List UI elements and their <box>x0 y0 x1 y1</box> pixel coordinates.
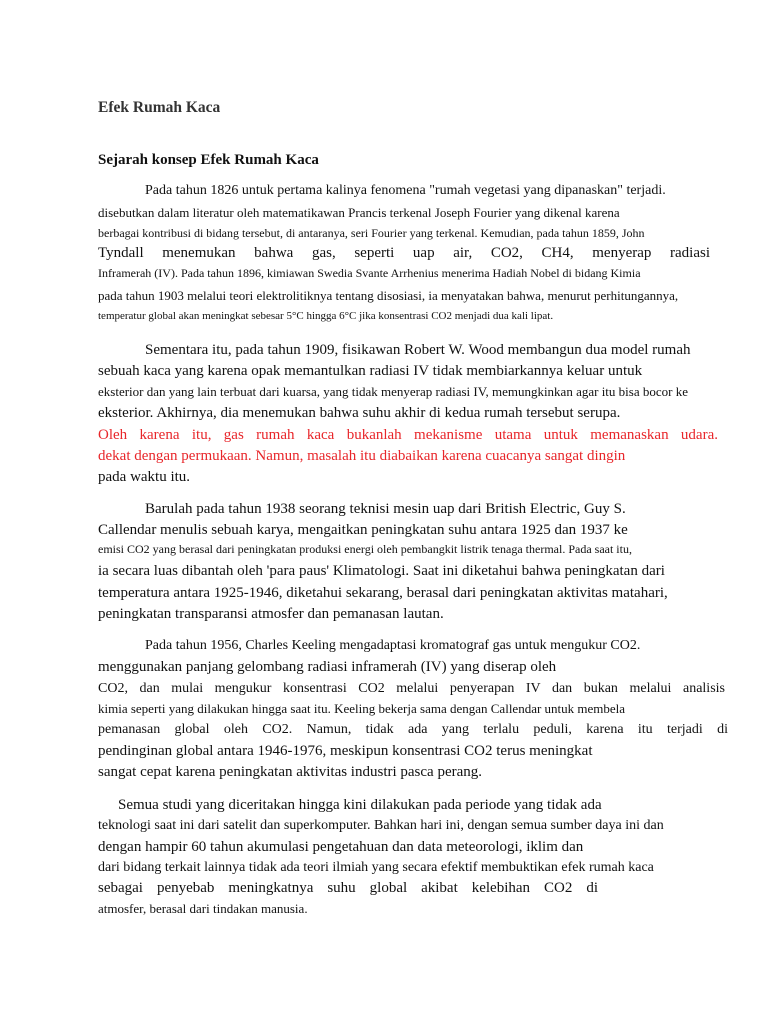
text-line: disebutkan dalam literatur oleh matematikawan Prancis terkenal Joseph Fourier yang dikenal karena <box>98 206 620 220</box>
text-line: CO2, dan mulai mengukur konsentrasi CO2 melalui penyerapan IV dan bukan melalui analisis <box>98 681 725 696</box>
text-line: temperatura antara 1925-1946, diketahui sekarang, berasal dari peningkatan aktivitas matahari, <box>98 585 668 601</box>
text-line: Barulah pada tahun 1938 seorang teknisi mesin uap dari British Electric, Guy S. <box>145 501 626 517</box>
text-line: dari bidang terkait lainnya tidak ada teori ilmiah yang secara efektif membuktikan efek rumah kaca <box>98 860 654 875</box>
text-line: eksterior. Akhirnya, dia menemukan bahwa suhu akhir di kedua rumah tersebut serupa. <box>98 405 621 421</box>
text-line: Tyndall menemukan bahwa gas, seperti uap air, CO2, CH4, menyerap radiasi <box>98 245 710 261</box>
highlighted-line: dekat dengan permukaan. Namun, masalah itu diabaikan karena cuacanya sangat dingin <box>98 448 626 464</box>
text-line: peningkatan transparansi atmosfer dan pemanasan lautan. <box>98 606 444 622</box>
text-line: teknologi saat ini dari satelit dan superkomputer. Bahkan hari ini, dengan semua sumber daya ini dan <box>98 818 664 833</box>
document-title: Efek Rumah Kaca <box>98 99 221 116</box>
text-line: sebagai penyebab meningkatnya suhu global akibat kelebihan CO2 di <box>98 880 598 896</box>
text-line: Inframerah (IV). Pada tahun 1896, kimiawan Swedia Svante Arrhenius menerima Hadiah Nobel di bidang Kimia <box>98 267 641 280</box>
text-line: temperatur global akan meningkat sebesar 5°C hingga 6°C jika konsentrasi CO2 menjadi dua kali lipat. <box>98 310 554 322</box>
text-line: menggunakan panjang gelombang radiasi inframerah (IV) yang diserap oleh <box>98 659 557 675</box>
text-line: Sementara itu, pada tahun 1909, fisikawan Robert W. Wood membangun dua model rumah <box>145 342 691 358</box>
text-line: pada tahun 1903 melalui teori elektrolitiknya tentang disosiasi, ia menyatakan bahwa, menurut perhitungannya, <box>98 289 679 303</box>
text-line: berbagai kontribusi di bidang tersebut, di antaranya, seri Fourier yang terkenal. Kemudian, pada tahun 1859, John <box>98 227 645 240</box>
text-line: pendinginan global antara 1946-1976, meskipun konsentrasi CO2 terus meningkat <box>98 743 593 759</box>
text-line: dengan hampir 60 tahun akumulasi pengetahuan dan data meteorologi, iklim dan <box>98 839 584 855</box>
text-line: sebuah kaca yang karena opak memantulkan radiasi IV tidak membiarkannya keluar untuk <box>98 363 643 379</box>
section-heading: Sejarah konsep Efek Rumah Kaca <box>98 152 319 168</box>
text-line: atmosfer, berasal dari tindakan manusia. <box>98 902 308 916</box>
highlighted-line: Oleh karena itu, gas rumah kaca bukanlah mekanisme utama untuk memanaskan udara. <box>98 427 718 443</box>
text-line: pada waktu itu. <box>98 469 191 485</box>
text-line: Semua studi yang diceritakan hingga kini dilakukan pada periode yang tidak ada <box>118 797 602 813</box>
text-line: ia secara luas dibantah oleh 'para paus' Klimatologi. Saat ini diketahui bahwa peningkatan dari <box>98 563 665 579</box>
text-line: emisi CO2 yang berasal dari peningkatan produksi energi oleh pembangkit listrik tenaga thermal. Pada saat itu, <box>98 543 632 556</box>
text-line: Callendar menulis sebuah karya, mengaitkan peningkatan suhu antara 1925 dan 1937 ke <box>98 522 628 538</box>
text-line: Pada tahun 1956, Charles Keeling mengadaptasi kromatograf gas untuk mengukur CO2. <box>145 638 641 653</box>
text-line: pemanasan global oleh CO2. Namun, tidak ada yang terlalu peduli, karena itu terjadi di <box>98 722 728 737</box>
text-line: eksterior dan yang lain terbuat dari kuarsa, yang tidak menyerap radiasi IV, memungkinkan agar itu bisa bocor ke <box>98 385 688 399</box>
text-line: kimia seperti yang dilakukan hingga saat itu. Keeling bekerja sama dengan Callendar untuk membela <box>98 702 626 716</box>
text-line: sangat cepat karena peningkatan aktivitas industri pasca perang. <box>98 764 483 780</box>
text-line: Pada tahun 1826 untuk pertama kalinya fenomena "rumah vegetasi yang dipanaskan" terjadi. <box>145 183 666 198</box>
